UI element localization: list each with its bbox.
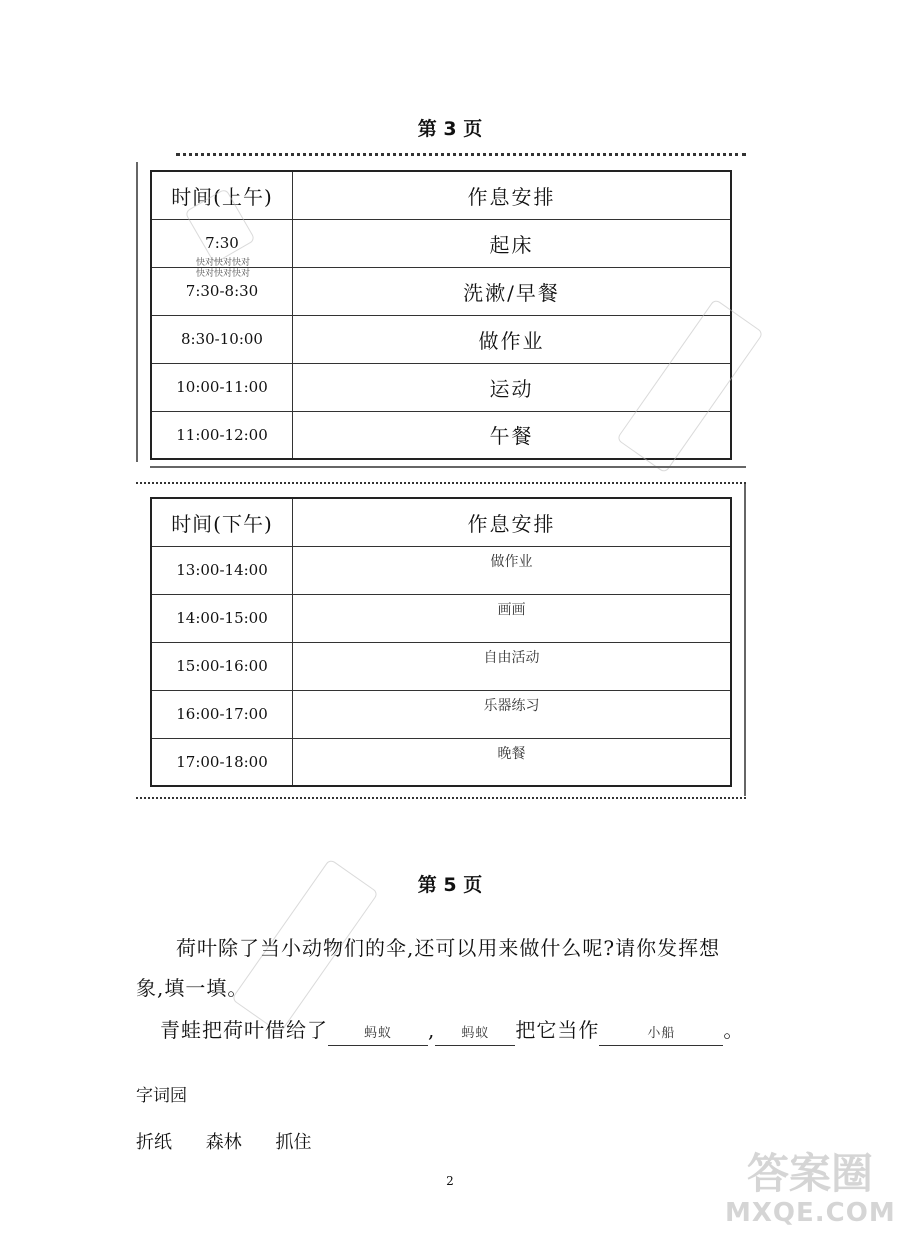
small-watermark-text: 快对快对快对 快对快对快对	[195, 258, 250, 279]
answer-blank-3[interactable]: 小船	[599, 1023, 723, 1046]
pm-bottom-dotted-rule	[136, 797, 746, 799]
pm-row-time: 17:00-18:00	[151, 738, 293, 786]
pm-table-header-row	[151, 498, 731, 546]
am-row-time: 7:30	[151, 219, 293, 267]
period: 。	[723, 1018, 745, 1042]
pm-header-activity: 作息安排	[293, 498, 732, 546]
table-row	[151, 594, 731, 642]
pm-row-time: 13:00-14:00	[151, 546, 293, 594]
fill-in-sentence	[160, 1010, 780, 1050]
fill-middle: 把它当作	[515, 1018, 600, 1042]
am-row-activity: 做作业	[293, 315, 732, 363]
am-row-activity: 午餐	[293, 411, 732, 459]
pm-row-activity: 乐器练习	[293, 690, 732, 738]
answer-blank-2[interactable]: 蚂蚁	[435, 1023, 515, 1046]
question-text: 荷叶除了当小动物们的伞,还可以用来做什么呢?请你发挥想象,填一填。	[136, 936, 721, 1000]
vocab-word: 折纸	[136, 1132, 172, 1153]
page-number: 2	[446, 1174, 454, 1188]
comma: ,	[428, 1018, 436, 1042]
am-bottom-rule	[150, 466, 746, 468]
answer-blank-1[interactable]: 蚂蚁	[328, 1023, 428, 1046]
am-row-activity: 起床	[293, 219, 732, 267]
pm-row-activity: 晚餐	[293, 738, 732, 786]
pm-row-time: 16:00-17:00	[151, 690, 293, 738]
am-header-time: 时间(上午)	[151, 171, 293, 219]
table-row	[151, 690, 731, 738]
am-row-activity: 洗漱/早餐	[293, 267, 732, 315]
table-row	[151, 546, 731, 594]
pm-row-activity: 做作业	[293, 546, 732, 594]
site-logo-watermark	[725, 1150, 895, 1228]
fill-prefix: 青蛙把荷叶借给了	[160, 1018, 328, 1042]
vocab-word: 森林	[205, 1132, 242, 1153]
am-row-activity: 运动	[293, 363, 732, 411]
frame-line-right	[744, 484, 746, 796]
pm-row-activity: 画画	[293, 594, 732, 642]
pm-header-time: 时间(下午)	[151, 498, 293, 546]
am-row-time: 8:30-10:00	[151, 315, 293, 363]
site-logo-bottom: MXQE.COM	[725, 1198, 896, 1228]
pm-row-activity: 自由活动	[293, 642, 732, 690]
am-row-time: 11:00-12:00	[151, 411, 293, 459]
pm-top-dotted-rule	[136, 482, 746, 484]
vocab-word: 抓住	[275, 1132, 312, 1153]
vocab-label: 字词园	[136, 1086, 187, 1106]
table-row	[151, 642, 731, 690]
table-row	[151, 315, 731, 363]
page-3-title: 第 3 页	[417, 118, 483, 140]
pm-schedule-table	[150, 497, 732, 787]
am-header-activity: 作息安排	[293, 171, 732, 219]
top-dotted-rule	[176, 153, 746, 156]
frame-line-left	[136, 162, 138, 462]
pm-row-time: 14:00-15:00	[151, 594, 293, 642]
am-row-time: 7:30-8:30	[151, 267, 293, 315]
vocab-words	[136, 1128, 339, 1154]
table-row	[151, 738, 731, 786]
page-5-title: 第 5 页	[417, 874, 483, 896]
pm-row-time: 15:00-16:00	[151, 642, 293, 690]
site-logo-top: 答案圈	[746, 1149, 873, 1198]
am-row-time: 10:00-11:00	[151, 363, 293, 411]
